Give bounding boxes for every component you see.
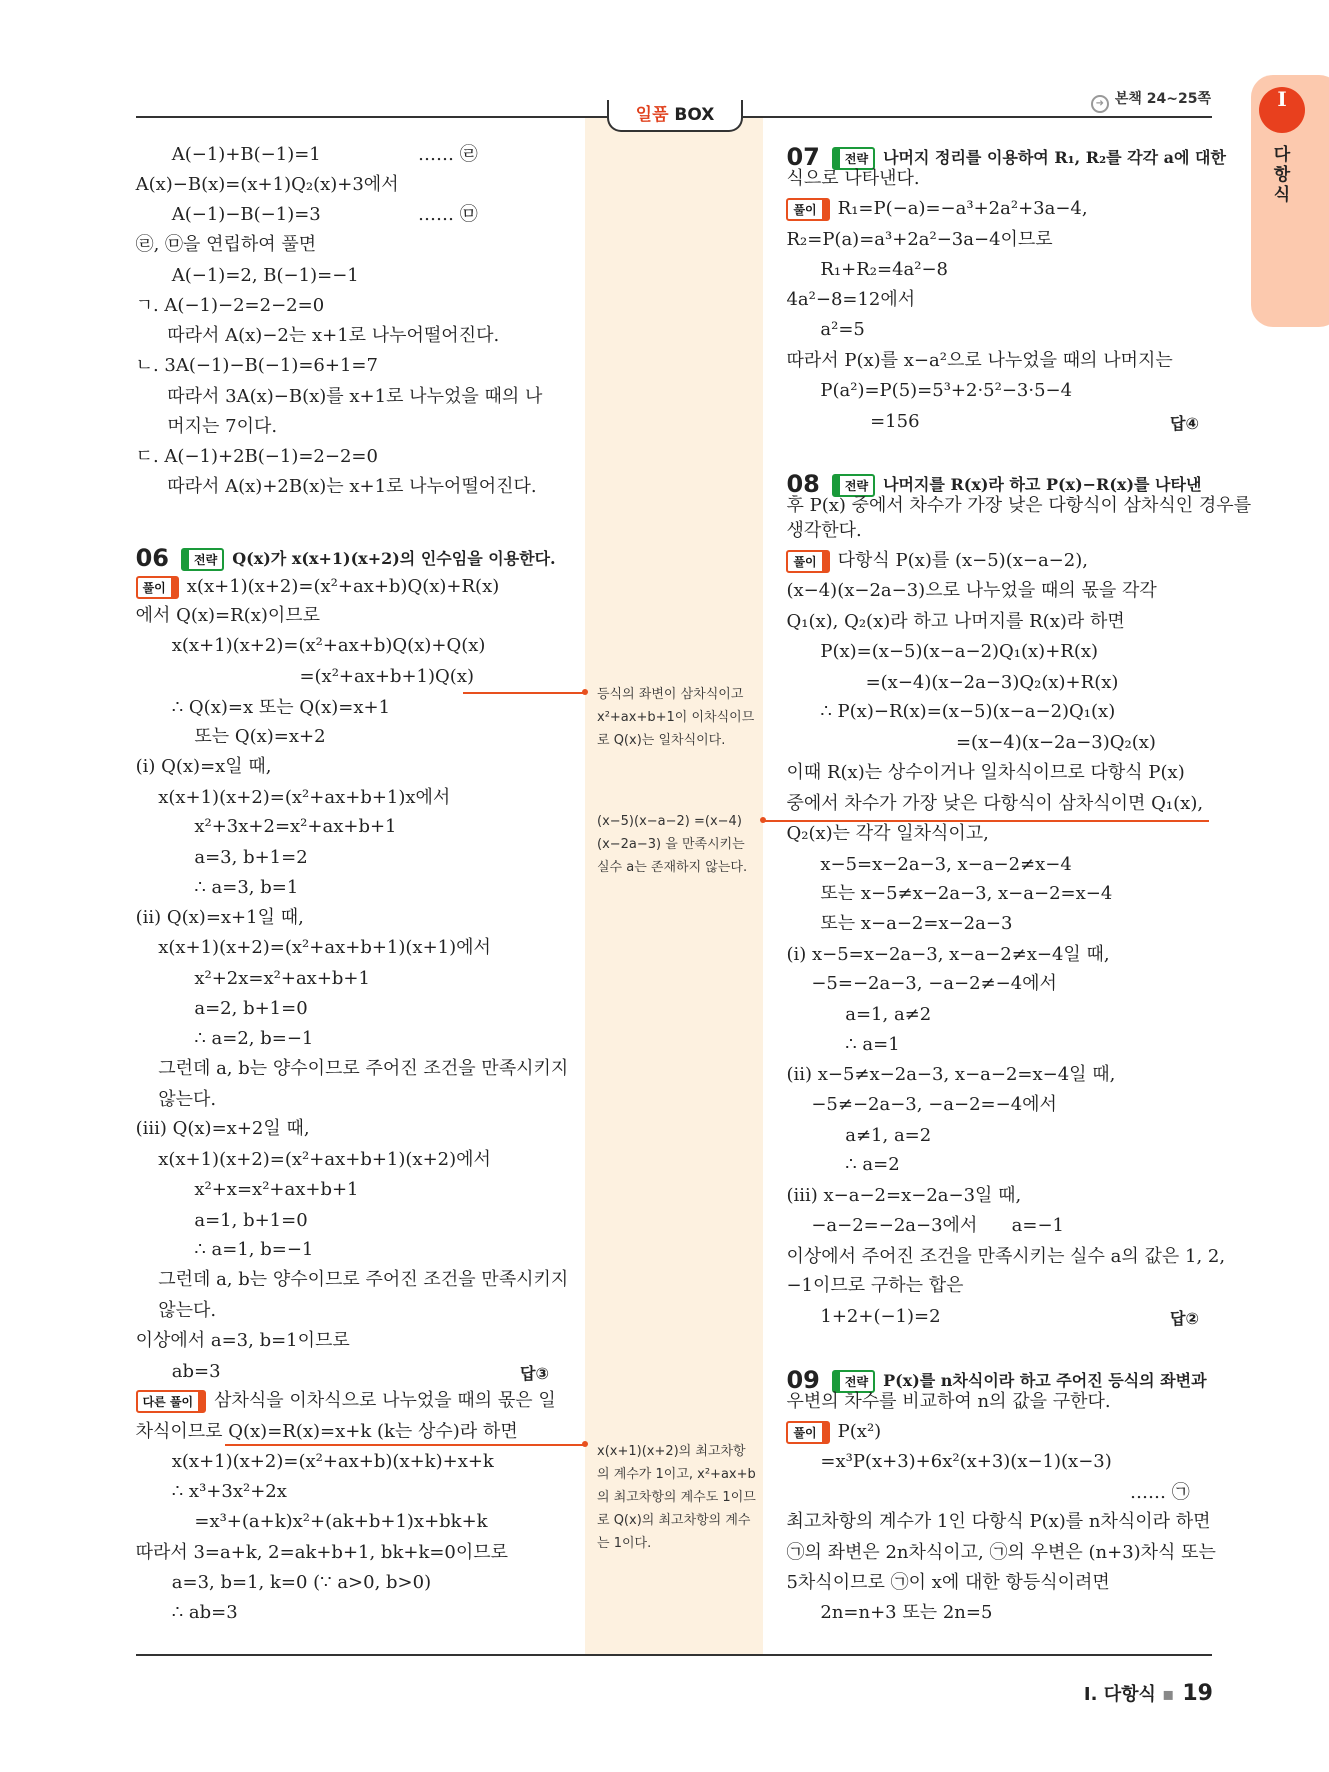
line-text: 머지는 7이다. — [167, 416, 278, 438]
text-line — [136, 1420, 518, 1444]
answer-mark: 답③ — [520, 1363, 550, 1383]
footer-rule — [136, 1654, 1212, 1656]
line-text: a²=5 — [820, 319, 865, 341]
text-line — [194, 815, 396, 839]
text-line — [811, 1093, 1057, 1117]
text-line — [194, 876, 298, 900]
text-line — [172, 1450, 494, 1474]
line-text: ㄴ. 3A(−1)−B(−1)=6+1=7 — [135, 355, 378, 377]
text-line — [786, 1274, 963, 1298]
text-line — [136, 173, 399, 197]
text-line — [136, 294, 325, 318]
reference-link — [1091, 88, 1211, 113]
page-footer — [1084, 1680, 1213, 1706]
text-line — [136, 1541, 508, 1565]
text-line — [820, 379, 1072, 403]
text-line — [786, 349, 1172, 373]
line-text: a≠1, a=2 — [845, 1124, 932, 1146]
text-line — [158, 1057, 568, 1081]
text-line — [820, 882, 1112, 906]
solution-badge: 풀이 — [786, 550, 829, 573]
text-line — [172, 1360, 221, 1384]
text-line — [136, 544, 556, 572]
text-line — [786, 197, 1087, 221]
line-text: 이상에서 주어진 조건을 만족시키는 실수 a의 값은 1, 2, — [786, 1245, 1226, 1267]
line-text: x(x+1)(x+2)=(x²+ax+b+1)(x+1)에서 — [158, 937, 491, 959]
line-text: x²+x=x²+ax+b+1 — [194, 1179, 359, 1201]
line-text: 그런데 a, b는 양수이므로 주어진 조건을 만족시키지 — [158, 1269, 569, 1291]
text-line — [136, 445, 378, 469]
problem-number: 08 — [786, 469, 820, 498]
line-text: ∴ Q(x)=x 또는 Q(x)=x+1 — [171, 696, 391, 718]
page-number: 19 — [1182, 1681, 1213, 1706]
text-line — [158, 786, 450, 810]
line-text: ∴ ab=3 — [171, 1601, 238, 1623]
line-text: 최고차항의 계수가 1인 다항식 P(x)를 n차식이라 하면 — [786, 1511, 1211, 1533]
note-connector — [763, 820, 1209, 822]
text-line — [136, 755, 272, 779]
text-line — [299, 665, 474, 689]
line-text: ㉣, ㉤을 연립하여 풀면 — [135, 234, 317, 256]
line-text: x²+3x+2=x²+ax+b+1 — [194, 816, 397, 838]
text-line — [845, 1033, 899, 1057]
line-text: …… ㉠ — [1130, 1481, 1190, 1503]
note-connector-dot — [582, 1441, 588, 1447]
line-text: 중에서 차수가 가장 낮은 다항식이 삼차식이면 Q₁(x), — [786, 792, 1204, 814]
solution-badge: 풀이 — [786, 1421, 829, 1444]
text-line — [194, 1178, 358, 1202]
text-line — [786, 549, 1088, 573]
box-title — [607, 100, 743, 132]
text-line — [811, 1214, 1064, 1238]
solution-badge: 다른 풀이 — [136, 1390, 207, 1413]
side-note: x(x+1)(x+2)의 최고차항의 계수가 1이고, x²+ax+b의 최고차항의 계수도 1이므로 Q(x)의 최고차항의 계수는 1이다. — [597, 1444, 756, 1551]
text-line — [136, 233, 317, 257]
text-line — [820, 1305, 940, 1329]
chapter-label: 다항식 — [1273, 145, 1291, 205]
text-line — [136, 354, 378, 378]
chapter-number: Ⅰ — [1259, 87, 1305, 133]
footer-chapter: Ⅰ. 다항식 — [1083, 1684, 1156, 1705]
line-text: A(x)−B(x)=(x+1)Q₂(x)+3에서 — [135, 174, 399, 196]
line-text: R₂=P(a)=a³+2a²−3a−4이므로 — [786, 228, 1053, 250]
text-line — [820, 258, 948, 282]
line-text: x(x+1)(x+2)=(x²+ax+b+1)(x+2)에서 — [158, 1148, 491, 1170]
text-line — [786, 1366, 1206, 1394]
strategy-badge: 전략 — [181, 548, 224, 571]
line-text: 에서 Q(x)=R(x)이므로 — [135, 604, 321, 626]
box-title-red: 일품 — [635, 105, 669, 125]
text-line — [158, 1268, 568, 1292]
text-line — [786, 470, 1201, 498]
line-text: ∴ a=2 — [845, 1154, 900, 1176]
text-line — [820, 853, 1071, 877]
text-line — [866, 671, 1119, 695]
text-line — [845, 1124, 931, 1148]
line-text: 2n=n+3 또는 2n=5 — [820, 1601, 993, 1623]
text-line — [158, 1088, 216, 1112]
line-text: 또는 x−5≠x−2a−3, x−a−2=x−4 — [820, 882, 1113, 904]
text-line — [194, 997, 307, 1021]
solution-badge: 풀이 — [136, 576, 179, 599]
box-title-text: BOX — [674, 105, 715, 125]
side-note: (x−5)(x−a−2) =(x−4)(x−2a−3) 을 만족시키는 실수 a는 존재하지 않는다. — [597, 814, 748, 875]
line-text: (x−4)(x−2a−3)으로 나누었을 때의 몫을 각각 — [786, 580, 1157, 602]
line-text: =156 — [870, 410, 920, 432]
text-line — [194, 967, 370, 991]
line-text: (ⅰ) x−5=x−2a−3, x−a−2≠x−4일 때, — [786, 943, 1110, 965]
text-line — [136, 575, 500, 599]
line-text: ㉠의 좌변은 2n차식이고, ㉠의 우변은 (n+3)차식 또는 — [786, 1541, 1216, 1563]
text-line — [820, 912, 1012, 936]
answer-mark: 답④ — [1170, 413, 1200, 433]
text-line — [136, 604, 320, 628]
line-text: 따라서 3=a+k, 2=ak+b+1, bk+k=0이므로 — [135, 1541, 509, 1563]
line-text: (ⅲ) Q(x)=x+2일 때, — [135, 1118, 310, 1139]
line-text: 4a²−8=12에서 — [786, 288, 916, 310]
text-line — [194, 1510, 487, 1534]
text-line — [786, 1541, 1215, 1565]
line-text: ∴ P(x)−R(x)=(x−5)(x−a−2)Q₁(x) — [820, 701, 1116, 723]
text-line — [172, 264, 359, 288]
chapter-tab[interactable] — [1251, 75, 1329, 327]
solution-badge: 풀이 — [786, 198, 829, 221]
text-line — [820, 1601, 992, 1625]
problem-number: 07 — [786, 142, 820, 171]
line-text: =(x−4)(x−2a−3)Q₂(x)+R(x) — [865, 671, 1119, 693]
note-connector-dot — [760, 817, 766, 823]
line-text: Q₂(x)는 각각 일차식이고, — [786, 823, 989, 845]
note-connector — [225, 1444, 585, 1446]
line-text: P(a²)=P(5)=5³+2·5²−3·5−4 — [820, 380, 1073, 402]
line-text: 나머지 정리를 이용하여 R₁, R₂를 각각 a에 대한 — [883, 147, 1226, 167]
text-line — [786, 288, 915, 312]
text-line — [194, 1209, 307, 1233]
line-text: x(x+1)(x+2)=(x²+ax+b)Q(x)+Q(x) — [171, 635, 486, 657]
line-text: 이때 R(x)는 상수이거나 일차식이므로 다항식 P(x) — [786, 762, 1185, 784]
line-text: ∴ a=2, b=−1 — [194, 1027, 314, 1049]
line-text: 다항식 P(x)를 (x−5)(x−a−2), — [837, 549, 1088, 571]
text-line — [786, 1571, 1109, 1595]
footer-separator: ▪ — [1162, 1684, 1175, 1705]
line-text: ㄷ. A(−1)+2B(−1)=2−2=0 — [135, 445, 378, 467]
line-text: 나머지를 R(x)라 하고 P(x)−R(x)를 나타낸 — [883, 474, 1202, 494]
line-text: Q(x)가 x(x+1)(x+2)의 인수임을 이용한다. — [232, 549, 556, 569]
line-text: a=1, a≠2 — [845, 1003, 932, 1025]
text-line — [136, 1117, 310, 1141]
side-note: 등식의 좌변이 삼차식이고 x²+ax+b+1이 이차식이므로 Q(x)는 일차식이다. — [597, 687, 755, 748]
note-connector — [463, 692, 585, 694]
line-text: 식으로 나타낸다. — [786, 167, 920, 189]
text-line — [167, 475, 536, 499]
line-text: =x³P(x+3)+6x²(x+3)(x−1)(x−3) — [820, 1451, 1112, 1473]
line-text: 차식이므로 Q(x)=R(x)=x+k (k는 상수)라 하면 — [135, 1420, 518, 1442]
text-line — [786, 1184, 1021, 1208]
line-text: (ⅱ) x−5≠x−2a−3, x−a−2=x−4일 때, — [786, 1063, 1116, 1085]
line-text: 1+2+(−1)=2 — [820, 1305, 941, 1327]
text-line — [194, 1238, 313, 1262]
line-text: =x³+(a+k)x²+(ak+b+1)x+bk+k — [194, 1511, 488, 1533]
line-text: −5=−2a−3, −a−2≠−4에서 — [811, 973, 1057, 995]
text-line — [811, 972, 1057, 996]
text-line — [1130, 1481, 1190, 1505]
line-text: ∴ a=1 — [845, 1034, 900, 1056]
line-text: A(−1)=2, B(−1)=−1 — [171, 264, 359, 286]
line-text: a=2, b+1=0 — [194, 998, 308, 1020]
text-line — [786, 1390, 1110, 1414]
line-text: 우변의 차수를 비교하여 n의 값을 구한다. — [786, 1391, 1111, 1413]
reference-text: 본책 24~25쪽 — [1114, 91, 1211, 107]
text-line — [136, 1329, 350, 1353]
line-text: ㄱ. A(−1)−2=2−2=0 — [135, 295, 325, 317]
line-text: (ⅲ) x−a−2=x−2a−3일 때, — [786, 1184, 1022, 1206]
line-text: ∴ a=3, b=1 — [194, 877, 299, 899]
circle-arrow-icon: ➜ — [1091, 95, 1109, 113]
text-line — [136, 906, 304, 930]
text-line — [820, 640, 1098, 664]
side-note-band — [585, 117, 763, 1654]
text-line — [845, 1003, 931, 1027]
strategy-badge: 전략 — [832, 147, 875, 170]
text-line — [786, 579, 1156, 603]
line-text: A(−1)+B(−1)=1 …… ㉣ — [171, 143, 478, 165]
line-text: −5≠−2a−3, −a−2=−4에서 — [811, 1094, 1057, 1116]
line-text: ab=3 — [171, 1360, 221, 1382]
text-line — [845, 1153, 899, 1177]
text-line — [786, 792, 1203, 816]
text-line — [786, 519, 861, 543]
text-line — [194, 725, 325, 749]
text-line — [172, 1480, 287, 1504]
line-text: ∴ a=1, b=−1 — [194, 1238, 314, 1260]
text-line — [194, 1027, 313, 1051]
line-text: 따라서 3A(x)−B(x)를 x+1로 나누었을 때의 나 — [167, 385, 543, 407]
line-text: Q₁(x), Q₂(x)라 하고 나머지를 R(x)라 하면 — [786, 610, 1125, 632]
line-text: A(−1)−B(−1)=3 …… ㉤ — [171, 203, 478, 225]
text-line — [870, 410, 919, 434]
line-text: 생각한다. — [786, 520, 862, 542]
text-line — [172, 696, 390, 720]
text-line — [786, 1420, 881, 1444]
note-connector-dot — [582, 689, 588, 695]
text-line — [786, 494, 1251, 518]
strategy-badge: 전략 — [832, 1370, 875, 1393]
problem-number: 06 — [135, 544, 169, 573]
line-text: (ⅰ) Q(x)=x일 때, — [135, 756, 272, 778]
line-text: 이상에서 a=3, b=1이므로 — [135, 1330, 350, 1352]
line-text: 삼차식을 이차식으로 나누었을 때의 몫은 일 — [214, 1390, 556, 1412]
line-text: x²+2x=x²+ax+b+1 — [194, 967, 370, 989]
line-text: =(x−4)(x−2a−3)Q₂(x) — [955, 731, 1156, 753]
text-line — [820, 700, 1115, 724]
line-text: x(x+1)(x+2)=(x²+ax+b+1)x에서 — [158, 786, 451, 808]
text-line — [136, 1389, 556, 1413]
line-text: R₁+R₂=4a²−8 — [820, 259, 949, 281]
text-line — [158, 936, 491, 960]
text-line — [786, 822, 988, 846]
line-text: a=3, b=1, k=0 (∵ a>0, b>0) — [171, 1572, 432, 1594]
line-text: 따라서 A(x)+2B(x)는 x+1로 나누어떨어진다. — [167, 476, 537, 498]
line-text: P(x)=(x−5)(x−a−2)Q₁(x)+R(x) — [820, 641, 1099, 663]
text-line — [786, 1063, 1115, 1087]
line-text: −1이므로 구하는 합은 — [786, 1275, 964, 1297]
line-text: 그런데 a, b는 양수이므로 주어진 조건을 만족시키지 — [158, 1058, 569, 1080]
problem-number: 09 — [786, 1365, 820, 1394]
line-text: a=3, b+1=2 — [194, 846, 308, 868]
line-text: ∴ x³+3x²+2x — [171, 1480, 287, 1502]
line-text: =(x²+ax+b+1)Q(x) — [299, 666, 474, 687]
line-text: −a−2=−2a−3에서 a=−1 — [811, 1215, 1065, 1237]
text-line — [172, 203, 478, 227]
text-line — [820, 318, 864, 342]
line-text: x(x+1)(x+2)=(x²+ax+b)Q(x)+R(x) — [186, 575, 500, 597]
line-text: P(x²) — [837, 1420, 882, 1442]
line-text: 않는다. — [158, 1299, 217, 1321]
line-text: 5차식이므로 ㉠이 x에 대한 항등식이려면 — [786, 1572, 1110, 1594]
text-line — [172, 143, 478, 167]
text-line — [172, 1571, 431, 1595]
line-text: 후 P(x) 중에서 차수가 가장 낮은 다항식이 삼차식인 경우를 — [786, 495, 1252, 517]
text-line — [786, 228, 1052, 252]
text-line — [158, 1148, 491, 1172]
text-line — [786, 610, 1124, 634]
text-line — [167, 415, 277, 439]
line-text: P(x)를 n차식이라 하고 주어진 등식의 좌변과 — [883, 1370, 1207, 1390]
strategy-badge: 전략 — [832, 474, 875, 497]
line-text: 또는 Q(x)=x+2 — [194, 725, 326, 747]
line-text: 않는다. — [158, 1088, 217, 1110]
text-line — [167, 385, 542, 409]
line-text: (ⅱ) Q(x)=x+1일 때, — [135, 906, 304, 928]
text-line — [956, 731, 1156, 755]
line-text: R₁=P(−a)=−a³+2a²+3a−4, — [837, 198, 1088, 220]
line-text: 따라서 A(x)−2는 x+1로 나누어떨어진다. — [167, 324, 500, 346]
text-line — [172, 634, 486, 658]
text-line — [786, 167, 919, 191]
line-text: 따라서 P(x)를 x−a²으로 나누었을 때의 나머지는 — [786, 349, 1173, 371]
text-line — [786, 943, 1109, 967]
text-line — [158, 1299, 216, 1323]
text-line — [194, 846, 307, 870]
line-text: x(x+1)(x+2)=(x²+ax+b)(x+k)+x+k — [171, 1451, 494, 1473]
text-line — [167, 324, 499, 348]
text-line — [786, 1510, 1210, 1534]
line-text: 또는 x−a−2=x−2a−3 — [820, 913, 1013, 935]
text-line — [172, 1601, 238, 1625]
answer-mark: 답② — [1170, 1308, 1200, 1328]
line-text: a=1, b+1=0 — [194, 1209, 308, 1231]
text-line — [786, 1245, 1225, 1269]
text-line — [820, 1450, 1111, 1474]
text-line — [786, 761, 1184, 785]
line-text: x−5=x−2a−3, x−a−2≠x−4 — [820, 853, 1072, 875]
